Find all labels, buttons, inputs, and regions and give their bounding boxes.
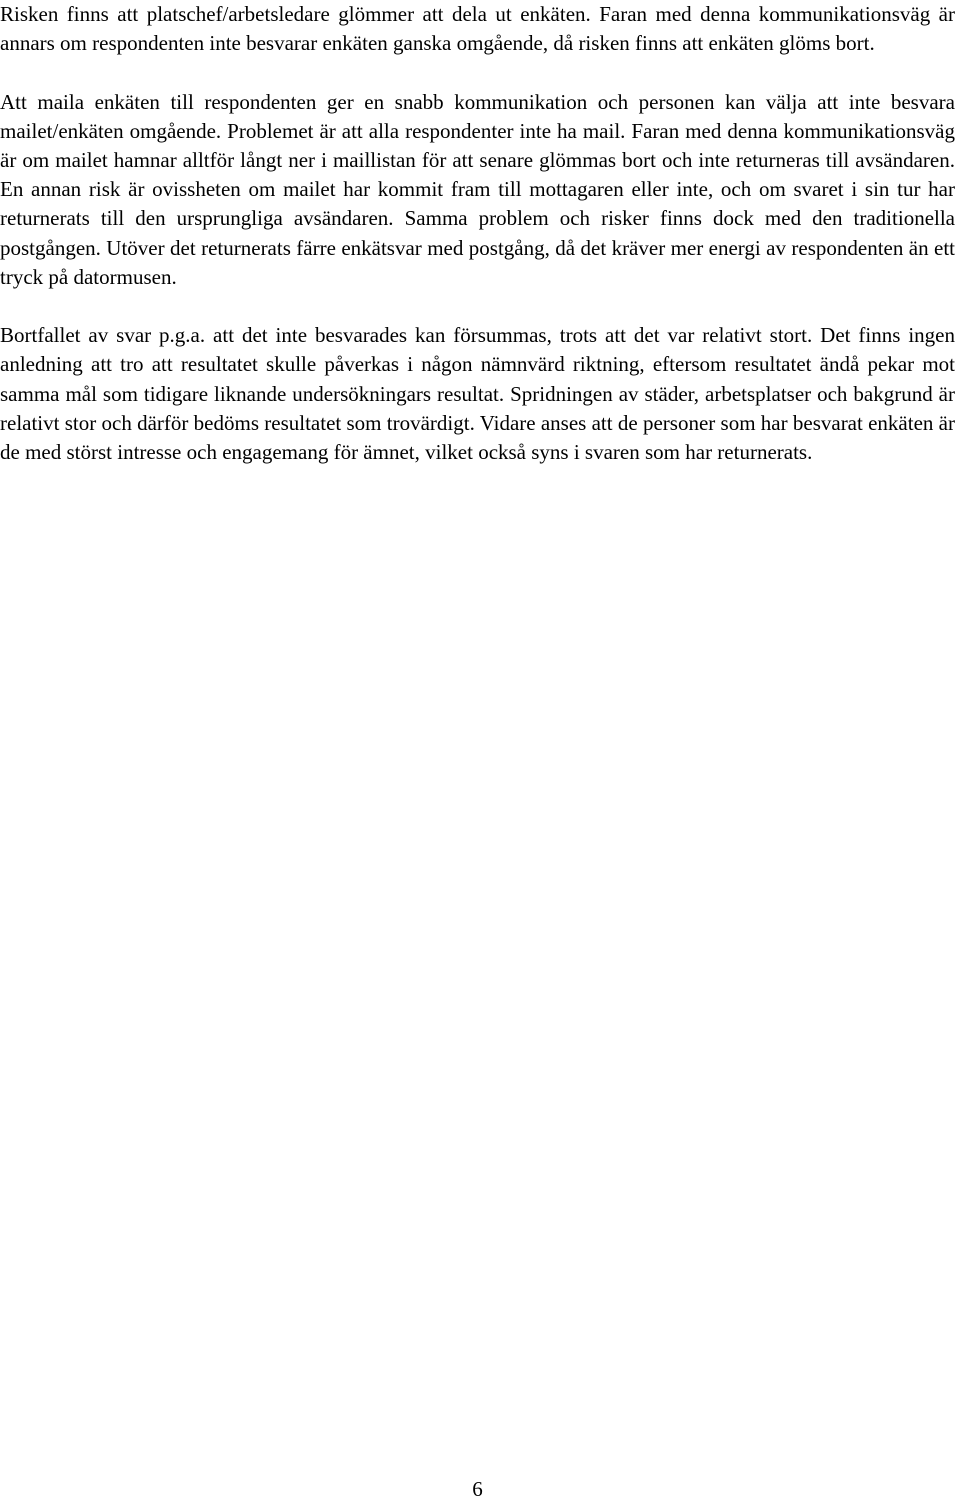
paragraph-distribution-risk: Risken finns att platschef/arbetsledare glömmer att dela ut enkäten. Faran med denna kommunikationsväg är annars om respondenten inte besvarar enkäten ganska omgående, då risken finns att enkäten glöms bort. — [0, 2, 955, 56]
paragraph-email-communication: Att maila enkäten till respondenten ger en snabb kommunikation och personen kan välja att inte besvara mailet/enkäten omgående. Problemet är att alla respondenter inte ha mail. Faran med denna kommunikationsväg är om mailet hamnar alltför långt ner i maillistan för att senare glömmas bort och inte returneras till avsändaren. En annan risk är ovissheten om mailet har kommit fram till mottagaren eller inte, och om svaret i sin tur har returnerats till den ursprungliga avsändaren. Samma problem och risker finns dock med den traditionella postgången. Utöver det returnerats färre enkätsvar med postgång, då det kräver mer energi av respondenten än ett tryck på datormusen. — [0, 89, 955, 289]
body-text — [0, 0, 955, 496]
page-number: 6 — [472, 1477, 483, 1501]
paragraph-dropout-analysis: Bortfallet av svar p.g.a. att det inte besvarades kan försummas, trots att det var relativt stort. Det finns ingen anledning att tro att resultatet skulle påverkas i någon nämnvärd riktning, eftersom resultatet ändå pekar mot samma mål som tidigare liknande undersökningars resultat. Spridningen av städer, arbetsplatser och bakgrund är relativt stor och därför bedöms resultatet som trovärdigt. Vidare anses att de personer som har besvarat enkäten är de med störst intresse och engagemang för ämnet, vilket också syns i svaren som har returnerats. — [0, 323, 955, 465]
